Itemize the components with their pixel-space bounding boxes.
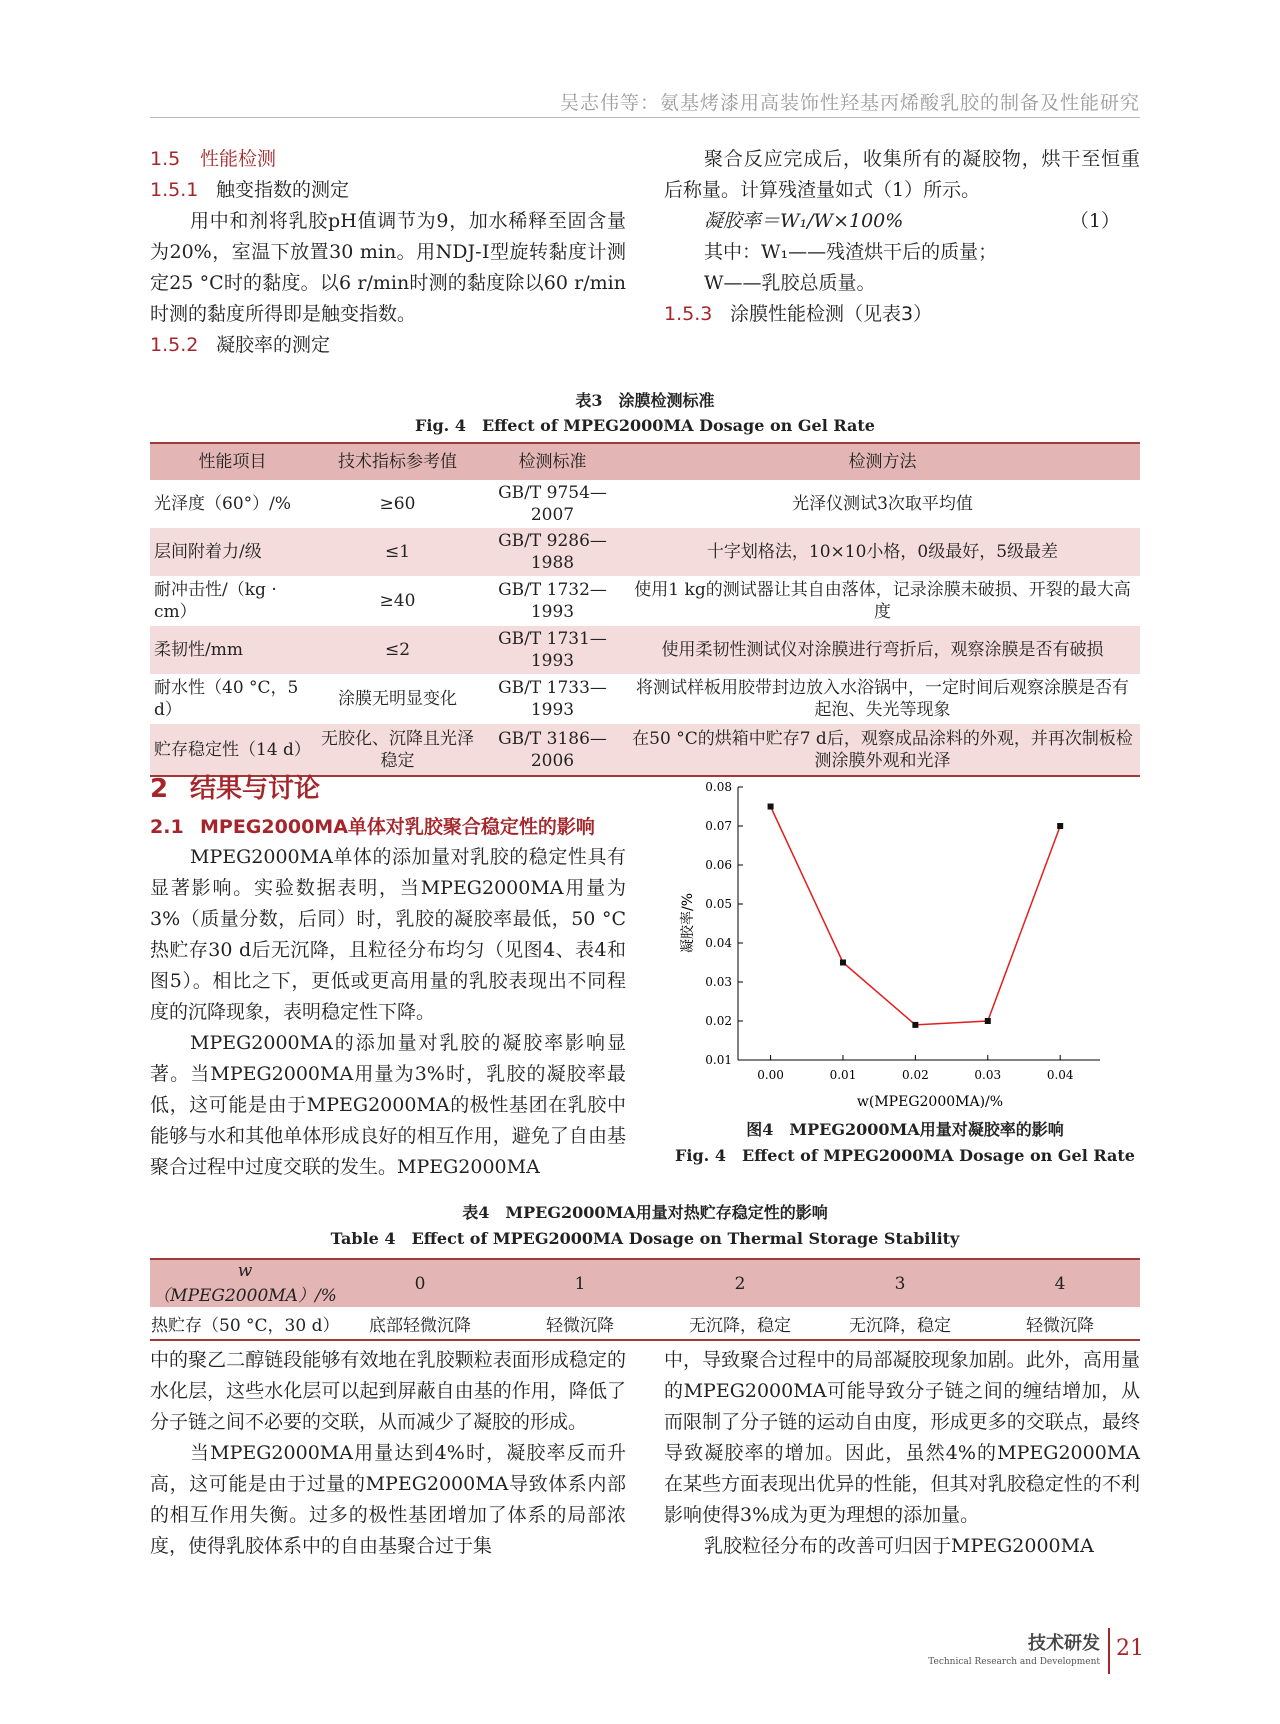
y-tick-label: 0.02 (705, 1014, 732, 1028)
table-cell: 层间附着力/级 (150, 528, 315, 576)
table-row (150, 480, 1140, 528)
table4-caption-cn: 表4 MPEG2000MA用量对热贮存稳定性的影响 (462, 1203, 828, 1222)
table-cell: 贮存稳定性（14 d） (150, 724, 315, 776)
y-tick-label: 0.08 (705, 780, 732, 794)
y-axis-label: 凝胶率/% (680, 892, 696, 954)
y-tick-label: 0.04 (705, 936, 732, 950)
footer-divider (1108, 1628, 1110, 1674)
table-cell: ≥40 (379, 591, 416, 611)
table-cell: ≤2 (315, 626, 480, 674)
table4-header-cell: 4 (980, 1259, 1140, 1307)
paragraph-entanglement: 中，导致聚合过程中的局部凝胶现象加剧。此外，高用量的MPEG2000MA可能导致分子链之间的缠结增加，从而限制了分子链的运动自由度，形成更多的交联点，最终导致凝胶率的增加。因此，虽然4%的MPEG2000MA在某些方面表现出优异的性能，但其对乳胶稳定性的不利影响使得3%成为更为理想的添加量。 (664, 1349, 1140, 1526)
table3-caption-en: Fig. 4 Effect of MPEG2000MA Dosage on Gel Rate (415, 416, 875, 435)
table3-header-row (150, 443, 1140, 480)
footer-section-cn: 技术研发 (1028, 1633, 1100, 1654)
figure4-caption-cn: 图4 MPEG2000MA用量对凝胶率的影响 (746, 1120, 1064, 1139)
header-divider (150, 117, 1140, 118)
top-right-column (664, 144, 1140, 330)
table4-header-cell: 3 (820, 1259, 980, 1307)
table3-header-cell: 技术指标参考值 (315, 443, 480, 480)
figure4-chart (670, 780, 1140, 1110)
table-cell: 轻微沉降 (500, 1307, 660, 1340)
series-line (771, 807, 1061, 1025)
top-left-column (150, 144, 626, 361)
paragraph-thixotropy: 用中和剂将乳胶pH值调节为9，加水稀释至固含量为20%，室温下放置30 min。用NDJ-Ⅰ型旋转黏度计测定25 °C时的黏度。以6 r/min时测的黏度除以60 r/min时测的黏度所得即是触变指数。 (150, 210, 626, 325)
table-cell: 涂膜无明显变化 (338, 689, 457, 709)
y-tick-label: 0.03 (705, 975, 732, 989)
y-tick-label: 0.05 (705, 897, 732, 911)
x-tick-label: 0.02 (902, 1068, 929, 1082)
table-cell: ≤1 (315, 528, 480, 576)
table-cell: GB/T 3186—2006 (480, 724, 625, 776)
data-point (768, 804, 774, 810)
table-row (150, 576, 1140, 626)
formula-where-1: 其中：W₁——残渣烘干后的质量； (704, 241, 998, 263)
running-header: 吴志伟等：氨基烤漆用高装饰性羟基丙烯酸乳胶的制备及性能研究 (559, 92, 1140, 114)
table-row (150, 528, 1140, 576)
table-cell: GB/T 9286—1988 (480, 528, 625, 576)
section-heading-1-5-3: 1.5.3 涂膜性能检测（见表3） (664, 303, 933, 325)
table-cell: 底部轻微沉降 (340, 1307, 500, 1340)
table3 (150, 442, 1140, 777)
table-cell: GB/T 1732—1993 (498, 580, 607, 622)
table-cell: GB/T 1731—1993 (480, 626, 625, 674)
paragraph-high-dosage: 当MPEG2000MA用量达到4%时，凝胶率反而升高，这可能是由于过量的MPEG2000MA导致体系内部的相互作用失衡。过多的极性基团增加了体系的局部浓度，使得乳胶体系中的自由基聚合过于集 (150, 1442, 626, 1557)
table-cell: 无沉降，稳定 (820, 1307, 980, 1340)
table-cell: 使用1 kg的测试器让其自由落体，记录涂膜未破损、开裂的最大高度 (634, 580, 1131, 622)
paragraph-hydration-layer: 中的聚乙二醇链段能够有效地在乳胶颗粒表面形成稳定的水化层，这些水化层可以起到屏蔽自由基的作用，降低了分子链之间不必要的交联，从而减少了凝胶的形成。 (150, 1349, 626, 1433)
paragraph-stability: MPEG2000MA单体的添加量对乳胶的稳定性具有显著影响。实验数据表明，当MPEG2000MA用量为3%（质量分数，后同）时，乳胶的凝胶率最低，50 °C热贮存30 d后无沉降，且粒径分布均匀（见图4、表4和图5）。相比之下，更低或更高用量的乳胶表现出不同程度的沉降现象，表明稳定性下降。 (150, 846, 626, 1023)
table-cell: 十字划格法，10×10小格，0级最好，5级最差 (625, 528, 1140, 576)
table-cell: 热贮存（50 °C，30 d） (150, 1307, 340, 1340)
table-cell: 无沉降，稳定 (660, 1307, 820, 1340)
table-cell: 耐水性（40 °C，5 d） (154, 678, 299, 720)
table-cell: GB/T 9754—2007 (498, 483, 607, 525)
x-tick-label: 0.01 (829, 1068, 857, 1082)
x-tick-label: 0.03 (974, 1068, 1002, 1082)
section-heading-2-1: 2.1 MPEG2000MA单体对乳胶聚合稳定性的影响 (150, 816, 595, 838)
table-cell: 光泽仪测试3次取平均值 (792, 494, 973, 514)
formula-number: （1） (1069, 210, 1120, 232)
table-cell: 柔韧性/mm (150, 626, 315, 674)
table4 (150, 1258, 1140, 1341)
figure4-caption-en: Fig. 4 Effect of MPEG2000MA Dosage on Gel Rate (675, 1146, 1135, 1165)
table-cell: ≥60 (379, 494, 416, 514)
bottom-left-column (150, 1345, 626, 1562)
chart-axes (738, 787, 1100, 1060)
formula-1: 凝胶率＝W₁/W×100% （1） (664, 206, 1140, 237)
section-heading-1-5-2: 1.5.2 凝胶率的测定 (150, 334, 331, 356)
table-cell: 耐冲击性/（kg · cm） (154, 580, 277, 622)
section2-text-column (150, 842, 626, 1183)
data-point (912, 1022, 918, 1028)
section-heading-2: 2 结果与讨论 (150, 774, 321, 804)
table-cell: 无胶化、沉降且光泽稳定 (315, 724, 480, 776)
table-cell: 将测试样板用胶带封边放入水浴锅中，一定时间后观察涂膜是否有起泡、失光等现象 (636, 678, 1129, 720)
table4-header-cell: w（MPEG2000MA）/% (150, 1259, 340, 1307)
y-tick-label: 0.01 (705, 1053, 732, 1067)
x-tick-label: 0.00 (757, 1068, 784, 1082)
table4-caption-en: Table 4 Effect of MPEG2000MA Dosage on Thermal Storage Stability (330, 1229, 960, 1248)
table-cell: 使用柔韧性测试仪对涂膜进行弯折后，观察涂膜是否有破损 (625, 626, 1140, 674)
table-cell: 在50 °C的烘箱中贮存7 d后，观察成品涂料的外观，并再次制板检测涂膜外观和光泽 (625, 724, 1140, 776)
table3-header-cell: 检测方法 (625, 443, 1140, 480)
x-axis-label: w(MPEG2000MA)/% (856, 1094, 1004, 1110)
table-cell: 轻微沉降 (980, 1307, 1140, 1340)
bottom-right-column (664, 1345, 1140, 1562)
x-tick-group (757, 1055, 1074, 1082)
table-cell: GB/T 1733—1993 (498, 678, 607, 720)
table-row (150, 626, 1140, 674)
table4-header-row (150, 1259, 1140, 1307)
table4-header-cell: 1 (500, 1259, 660, 1307)
series-group (768, 804, 1064, 1028)
table4-header-cell: 0 (340, 1259, 500, 1307)
y-tick-label: 0.06 (705, 858, 732, 872)
page-number: 21 (1116, 1636, 1144, 1661)
table3-caption-cn: 表3 涂膜检测标准 (575, 391, 715, 410)
table-row (150, 674, 1140, 724)
table3-header-cell: 性能项目 (150, 443, 315, 480)
x-tick-label: 0.04 (1046, 1068, 1074, 1082)
paragraph-gel-effect: MPEG2000MA的添加量对乳胶的凝胶率影响显著。当MPEG2000MA用量为3%时，乳胶的凝胶率最低，这可能是由于MPEG2000MA的极性基团在乳胶中能够与水和其他单体形成良好的相互作用，避免了自由基聚合过程中过度交联的发生。MPEG2000MA (150, 1032, 626, 1178)
section-heading-1-5-1: 1.5.1 触变指数的测定 (150, 179, 350, 201)
section-heading-1-5: 1.5 性能检测 (150, 148, 277, 170)
data-point (1057, 823, 1063, 829)
data-point (985, 1018, 991, 1024)
footer-section-en: Technical Research and Development (928, 1657, 1100, 1667)
formula-where-2: W——乳胶总质量。 (704, 272, 876, 294)
paragraph-particle-size: 乳胶粒径分布的改善可归因于MPEG2000MA (704, 1535, 1094, 1557)
y-tick-group (705, 780, 743, 1067)
paragraph-gel-rate: 聚合反应完成后，收集所有的凝胶物，烘干至恒重后称量。计算残渣量如式（1）所示。 (664, 148, 1140, 201)
table-cell: 光泽度（60°）/% (154, 494, 292, 514)
table-row (150, 1307, 1140, 1340)
table3-header-cell: 检测标准 (480, 443, 625, 480)
y-tick-label: 0.07 (705, 819, 732, 833)
table4-header-cell: 2 (660, 1259, 820, 1307)
data-point (840, 960, 846, 966)
